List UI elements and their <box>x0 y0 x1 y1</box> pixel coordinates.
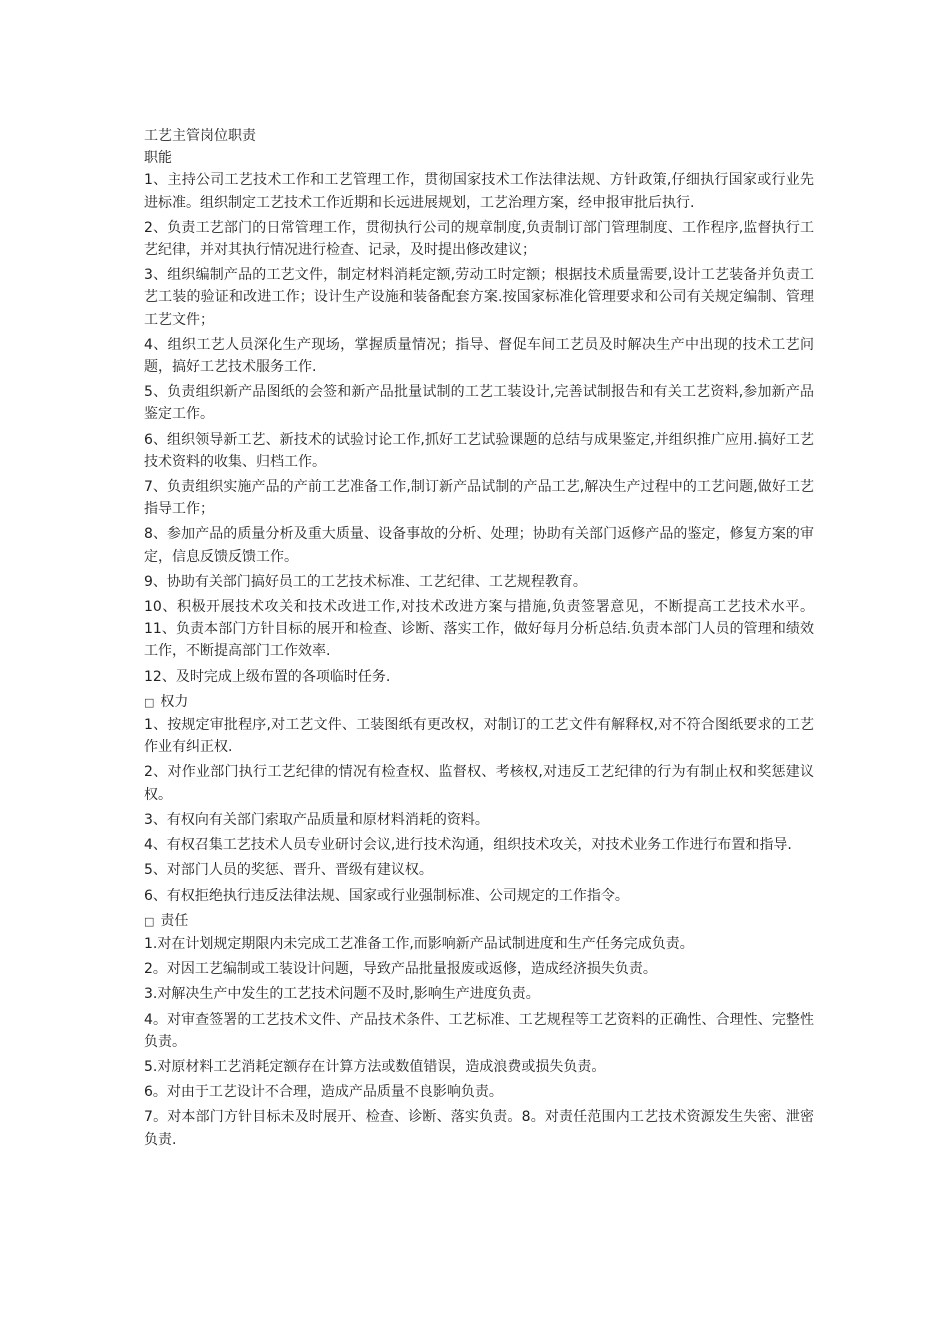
list-item: 6、组织领导新工艺、新技术的试验讨论工作,抓好工艺试验课题的总结与成果鉴定,并组织推广应用.搞好工艺技术资料的收集、归档工作。 <box>144 431 814 470</box>
list-item: 9、协助有关部门搞好员工的工艺技术标准、工艺纪律、工艺规程教育。 <box>144 573 587 590</box>
list-item: 3.对解决生产中发生的工艺技术问题不及时,影响生产进度负责。 <box>144 986 540 1003</box>
list-item: 1、主持公司工艺技术工作和工艺管理工作，贯彻国家技术工作法律法规、方针政策,仔细执行国家或行业先进标准。组织制定工艺技术工作近期和长远进展规划，工艺治理方案，经申报审批后执行. <box>144 172 814 211</box>
list-item: 4、有权召集工艺技术人员专业研讨会议,进行技术沟通，组织技术攻关，对技术业务工作进行布置和指导. <box>144 837 792 854</box>
rights-list <box>144 714 814 907</box>
list-item: 4。对审查签署的工艺技术文件、产品技术条件、工艺标准、工艺规程等工艺资料的正确性、合理性、完整性负责。 <box>144 1011 814 1050</box>
list-item: 3、有权向有关部门索取产品质量和原材料消耗的资料。 <box>144 811 489 828</box>
document-title: 工艺主管岗位职责 <box>144 128 256 144</box>
list-item: 1、按规定审批程序,对工艺文件、工装图纸有更改权，对制订的工艺文件有解释权,对不符合图纸要求的工艺作业有纠正权. <box>144 717 814 756</box>
list-item: 5、负责组织新产品图纸的会签和新产品批量试制的工艺工装设计,完善试制报告和有关工艺资料,参加新产品鉴定工作。 <box>144 384 814 423</box>
section-heading-responsibility <box>144 910 814 933</box>
list-item: 2、对作业部门执行工艺纪律的情况有检查权、监督权、考核权,对违反工艺纪律的行为有制止权和奖惩建议权。 <box>144 764 814 803</box>
section-heading-rights <box>144 691 814 714</box>
list-item: 1.对在计划规定期限内未完成工艺准备工作,而影响新产品试制进度和生产任务完成负责。 <box>144 935 694 952</box>
list-item: 10、积极开展技术攻关和技术改进工作,对技术改进方案与措施,负责签署意见，不断提高工艺技术水平。11、负责本部门方针目标的展开和检查、诊断、落实工作，做好每月分析总结.负责本部门人员的管理和绩效工作，不断提高部门工作效率. <box>144 599 814 660</box>
list-item: 12、及时完成上级布置的各项临时任务. <box>144 668 391 685</box>
list-item: 7。对本部门方针目标未及时展开、检查、诊断、落实负责。8。对责任范围内工艺技术资源发生失密、泄密负责. <box>144 1109 814 1148</box>
list-item: 2。对因工艺编制或工装设计问题，导致产品批量报废或返修，造成经济损失负责。 <box>144 961 657 978</box>
section-heading-functions: 职能 <box>144 150 172 167</box>
list-item: 6、有权拒绝执行违反法律法规、国家或行业强制标准、公司规定的工作指令。 <box>144 887 629 904</box>
functions-list <box>144 169 814 687</box>
section-heading-label: 责任 <box>160 912 189 929</box>
responsibilities-list <box>144 933 814 1151</box>
checkbox-bullet-icon: □ <box>144 914 155 928</box>
list-item: 3、组织编制产品的工艺文件，制定材料消耗定额,劳动工时定额；根据技术质量需要,设计工艺装备并负责工艺工装的验证和改进工作；设计生产设施和装备配套方案.按国家标准化管理要求和公司有关规定编制、管理工艺文件； <box>144 267 814 328</box>
list-item: 8、参加产品的质量分析及重大质量、设备事故的分析、处理；协助有关部门返修产品的鉴定，修复方案的审定，信息反馈反馈工作。 <box>144 526 814 565</box>
document-body <box>144 125 814 1154</box>
list-item: 5、对部门人员的奖惩、晋升、晋级有建议权。 <box>144 862 433 879</box>
list-item: 2、负责工艺部门的日常管理工作，贯彻执行公司的规章制度,负责制订部门管理制度、工作程序,监督执行工艺纪律，并对其执行情况进行检查、记录，及时提出修改建议； <box>144 219 814 259</box>
list-item: 6。对由于工艺设计不合理，造成产品质量不良影响负责。 <box>144 1084 503 1101</box>
list-item: 7、负责组织实施产品的产前工艺准备工作,制订新产品试制的产品工艺,解决生产过程中的工艺问题,做好工艺指导工作； <box>144 479 814 518</box>
list-item: 5.对原材料工艺消耗定额存在计算方法或数值错误，造成浪费或损失负责。 <box>144 1058 606 1075</box>
section-heading-label: 权力 <box>160 693 189 710</box>
checkbox-bullet-icon: □ <box>144 695 155 709</box>
list-item: 4、组织工艺人员深化生产现场，掌握质量情况；指导、督促车间工艺员及时解决生产中出现的技术工艺问题，搞好工艺技术服务工作. <box>144 336 814 376</box>
